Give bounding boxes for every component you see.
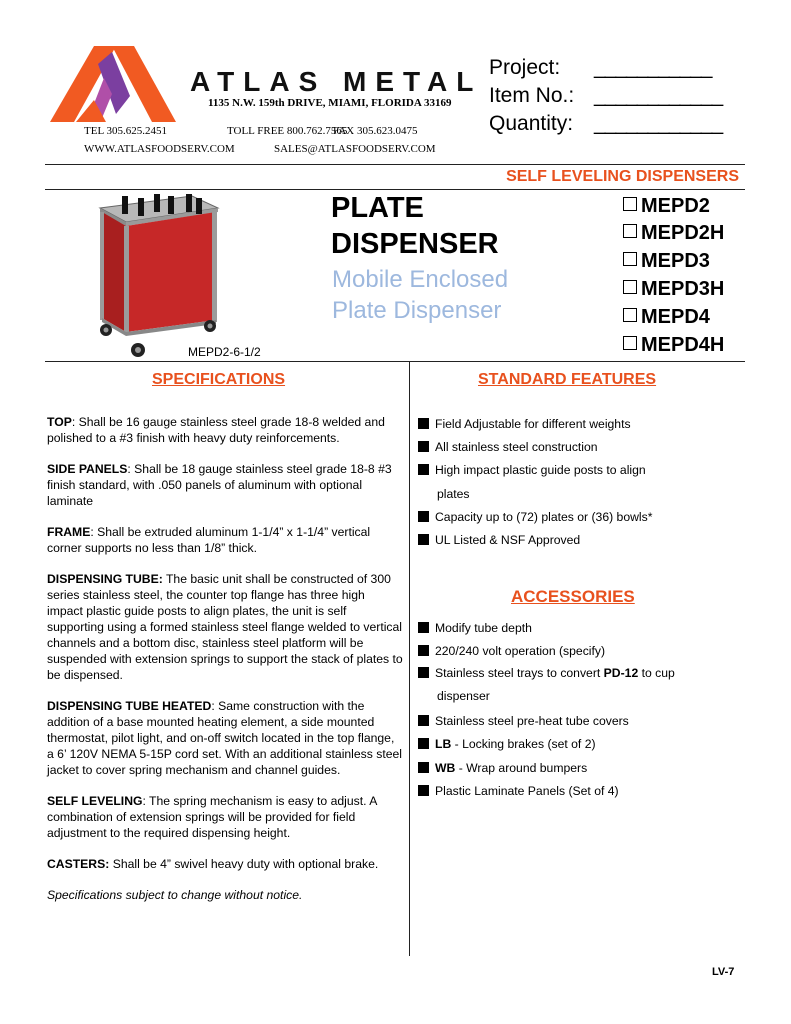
checkbox-icon[interactable]: [623, 280, 637, 294]
bullet-square-icon: [418, 645, 429, 656]
accessory-item: Plastic Laminate Panels (Set of 4): [418, 784, 619, 798]
spec-note: Specifications subject to change without notice.: [47, 888, 303, 902]
item-no-label: Item No.:: [489, 84, 575, 107]
bullet-square-icon: [418, 511, 429, 522]
specifications-heading: SPECIFICATIONS: [152, 371, 286, 388]
page-number: LV-7: [712, 966, 735, 978]
bullet-square-icon: [418, 534, 429, 545]
model-option-mepd3h[interactable]: [623, 278, 724, 301]
quantity-field[interactable]: ____________: [594, 112, 723, 135]
product-subtitle: [332, 264, 508, 326]
feature-item: Field Adjustable for different weights: [418, 417, 631, 431]
model-label: MEPD4: [641, 306, 710, 328]
accessory-item: WB - Wrap around bumpers: [418, 761, 587, 775]
spec-self-leveling: SELF LEVELING: The spring mechanism is easy to adjust. A combination of extension springs will be provided for field adjustment to the required dispensing height.: [47, 794, 377, 840]
checkbox-icon[interactable]: [623, 308, 637, 322]
spec-dispensing-tube-heated: DISPENSING TUBE HEATED: Same construction with the addition of a base mounted heating element, a side mounted thermostat, pilot light, and on-off switch located in the top flange, a 6’ 120V NEMA 5-15P cord set. With an additional stainless steel jacket to cover spring mechanism and channel guides.: [47, 699, 402, 777]
company-website: WWW.ATLASFOODSERV.COM: [84, 143, 235, 155]
accessory-item: Stainless steel pre-heat tube covers: [418, 714, 629, 728]
bullet-square-icon: [418, 762, 429, 773]
bullet-square-icon: [418, 667, 429, 678]
accessory-item: LB - Locking brakes (set of 2): [418, 737, 596, 751]
project-field[interactable]: ___________: [594, 56, 712, 79]
header-rule: [45, 164, 745, 165]
company-fax: FAX 305.623.0475: [333, 125, 418, 137]
product-subtitle-line1: Mobile Enclosed: [332, 266, 509, 293]
bullet-square-icon: [418, 418, 429, 429]
accessory-item: Modify tube depth: [418, 621, 532, 635]
model-option-mepd2[interactable]: [623, 195, 710, 218]
accessory-item-continuation: dispenser: [437, 689, 490, 703]
spec-casters: CASTERS: Shall be 4” swivel heavy duty with optional brake.: [47, 857, 379, 871]
image-caption: MEPD2-6-1/2: [188, 345, 261, 359]
feature-item: UL Listed & NSF Approved: [418, 533, 580, 547]
section-rule: [45, 361, 745, 362]
accessory-item: Stainless steel trays to convert PD-12 to cup: [418, 666, 675, 680]
feature-item: All stainless steel construction: [418, 440, 598, 454]
model-label: MEPD3: [641, 250, 710, 272]
product-title-line2: DISPENSER: [331, 228, 499, 260]
model-option-mepd4h[interactable]: [623, 334, 724, 357]
feature-item-continuation: plates: [437, 487, 470, 501]
company-toll-free: TOLL FREE 800.762.7565: [227, 125, 348, 137]
checkbox-icon[interactable]: [623, 224, 637, 238]
model-label: MEPD2H: [641, 222, 725, 244]
bullet-square-icon: [418, 464, 429, 475]
spec-top: TOP: Shall be 16 gauge stainless steel grade 18-8 welded and polished to a #3 finish with heavy duty reinforcements.: [47, 415, 385, 445]
accessories-heading: ACCESSORIES: [511, 587, 635, 606]
bullet-square-icon: [418, 738, 429, 749]
project-label: Project:: [489, 56, 561, 79]
model-option-mepd2h[interactable]: [623, 222, 724, 245]
product-subtitle-line2: Plate Dispenser: [332, 297, 502, 324]
atlas-metal-logo: [50, 44, 180, 124]
specifications-list: [47, 414, 403, 918]
checkbox-icon[interactable]: [623, 336, 637, 350]
quantity-label: Quantity:: [489, 112, 574, 135]
product-title: [331, 190, 499, 262]
bullet-square-icon: [418, 715, 429, 726]
bullet-square-icon: [418, 441, 429, 452]
accessory-item: 220/240 volt operation (specify): [418, 644, 605, 658]
plate-dispenser-image: [92, 192, 224, 362]
spec-frame: FRAME: Shall be extruded aluminum 1-1/4” x 1-1/4” vertical corner supports no less than 1/8” thick.: [47, 525, 371, 555]
standard-features-heading: STANDARD FEATURES: [478, 371, 657, 388]
bullet-square-icon: [418, 785, 429, 796]
company-tel: TEL 305.625.2451: [84, 125, 167, 137]
category-title: SELF LEVELING DISPENSERS: [506, 168, 739, 185]
item-no-field[interactable]: ____________: [594, 84, 723, 107]
model-option-mepd4[interactable]: [623, 306, 710, 329]
product-title-line1: PLATE: [331, 192, 424, 224]
checkbox-icon[interactable]: [623, 252, 637, 266]
column-divider: [409, 362, 410, 956]
feature-item: High impact plastic guide posts to align: [418, 463, 646, 477]
model-option-mepd3[interactable]: [623, 250, 710, 273]
checkbox-icon[interactable]: [623, 197, 637, 211]
spec-dispensing-tube: DISPENSING TUBE: The basic unit shall be constructed of 300 series stainless steel, the counter top flange has three high impact plastic guide posts to align plates, the unit is self supporting using a formed stainless steel flange welded to vertical channels and a bottom disc, stainless steel platform will be suspended with extension springs to support the stack of plates to be dispensed.: [47, 572, 403, 682]
spec-side-panels: SIDE PANELS: Shall be 18 gauge stainless steel grade 18-8 #3 finish standard, with .050 panels of aluminum with optional laminate: [47, 462, 392, 508]
model-label: MEPD3H: [641, 278, 725, 300]
feature-item: Capacity up to (72) plates or (36) bowls*: [418, 510, 652, 524]
company-name: ATLAS METAL: [190, 66, 483, 97]
model-label: MEPD2: [641, 195, 710, 217]
model-label: MEPD4H: [641, 334, 725, 356]
company-email: SALES@ATLASFOODSERV.COM: [274, 143, 436, 155]
company-address: 1135 N.W. 159th DRIVE, MIAMI, FLORIDA 33169: [208, 97, 452, 109]
bullet-square-icon: [418, 622, 429, 633]
